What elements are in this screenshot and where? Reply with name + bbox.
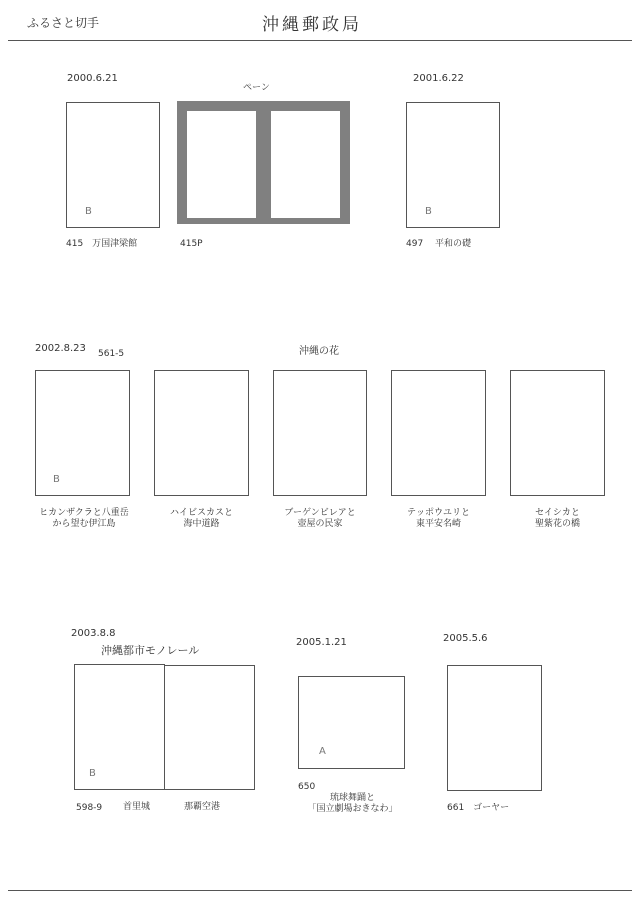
issue-date-2005-may: 2005.5.6 [443,633,488,644]
stamp-slot-415 [66,102,160,228]
catalog-number-598-9: 598-9 [76,803,103,813]
stamp-pane-415p [177,101,350,224]
stamp-slot-598 [74,664,165,790]
series-title-flowers: 沖縄の花 [299,346,339,357]
pane-label: ペーン [243,83,270,93]
footer-divider [8,890,632,891]
issue-date-2005-jan: 2005.1.21 [296,637,347,648]
series-title-monorail: 沖縄都市モノレール [101,644,200,657]
stamp-slot-562 [154,370,249,496]
stamp-slot-650 [298,676,405,769]
grade-mark: A [319,746,326,757]
issue-date-2003: 2003.8.8 [71,628,116,639]
stamp-slot-661 [447,665,542,791]
catalog-number-561-5: 561-5 [98,349,125,359]
stamp-slot-565 [510,370,605,496]
issue-date-2002: 2002.8.23 [35,343,86,354]
stamp-slot-599 [164,665,255,790]
page-title: 沖縄郵政局 [262,15,362,35]
caption-661: 661 ゴーヤー [447,803,510,813]
caption-497: 497 平和の礎 [406,239,472,249]
caption-415p: 415P [180,239,203,249]
caption-565: セイシカと 聖紫花の橋 [534,508,580,529]
header-divider [8,40,632,41]
caption-561: ヒカンザクラと八重岳 から望む伊江島 [39,508,129,529]
pane-cell-right [271,111,340,218]
stamp-slot-561 [35,370,130,496]
header-left-label: ふるさと切手 [27,16,100,30]
caption-599: 那覇空港 [184,802,221,812]
caption-564: テッポウユリと 東平安名崎 [406,508,470,529]
stamp-slot-563 [273,370,367,496]
stamp-slot-497 [406,102,500,228]
pane-cell-left [187,111,256,218]
grade-mark: B [89,768,96,779]
grade-mark: B [85,206,92,217]
issue-date-2001: 2001.6.22 [413,73,464,84]
caption-563: ブーゲンビレアと 壺屋の民家 [284,508,356,529]
caption-650: 琉球舞踊と 「国立劇場おきなわ」 [307,793,398,814]
catalog-number-650: 650 [298,782,316,792]
caption-562: ハイビスカスと 海中道路 [169,508,233,529]
caption-415: 415 万国津梁館 [66,239,138,249]
issue-date-2000: 2000.6.21 [67,73,118,84]
grade-mark: B [53,474,60,485]
stamp-slot-564 [391,370,486,496]
grade-mark: B [425,206,432,217]
caption-598: 首里城 [123,802,151,812]
